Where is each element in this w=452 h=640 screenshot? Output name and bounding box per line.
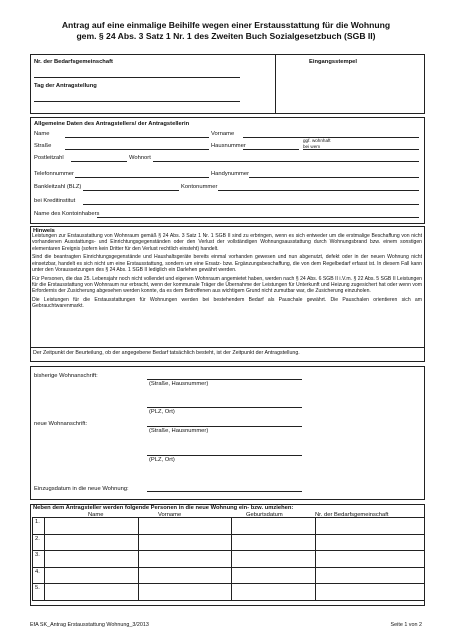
einzugsdatum-field[interactable] <box>147 491 302 492</box>
vorname-cell[interactable] <box>138 584 232 601</box>
table-row <box>33 567 425 584</box>
bisherige-plz-field[interactable] <box>147 407 302 408</box>
bisherige-strasse-hint: (Straße, Hausnummer) <box>149 381 209 387</box>
blz-field[interactable] <box>83 190 179 191</box>
row-number: 3. <box>33 551 45 568</box>
wohnhaft-field[interactable] <box>303 149 419 150</box>
address-box <box>30 366 425 500</box>
name-field[interactable] <box>65 137 209 138</box>
general-data-heading: Allgemeine Daten des Antragstellers/ der Antragstellerin <box>34 121 190 127</box>
form-title-line-1: Antrag auf eine einmalige Beihilfe wegen einer Erstausstattung für die Wohnung <box>61 20 391 30</box>
vorname-field[interactable] <box>243 137 419 138</box>
neue-wohnanschrift-label: neue Wohnanschrift: <box>34 421 88 427</box>
geburtsdatum-cell[interactable] <box>232 534 316 551</box>
neue-plz-field[interactable] <box>147 455 302 456</box>
postleitzahl-label: Postleitzahl <box>34 155 64 161</box>
name-label: Name <box>34 131 50 137</box>
bg-cell[interactable] <box>316 584 425 601</box>
hint-paragraph-1: Leistungen zur Erstausstattung von Wohnraum gemäß § 24 Abs. 3 Satz 1 Nr. 1 SGB II sind zu erbringen, wenn es sich entweder um die erstmalige Beschaffung von nicht vorhandenen Ausstattungs- und Einrichtungsgegenständen oder den Verlust der vollständigen Wohnungsausstattung durch Wohnungsbrand bzw. einem sonstigen elementaren Ereignis (sofern kein Dritter für den Verlust rechtlich einsteht) handelt. <box>32 233 422 252</box>
kreditinstitut-field[interactable] <box>83 204 419 205</box>
row-number: 2. <box>33 534 45 551</box>
table-row <box>33 584 425 601</box>
name-cell[interactable] <box>44 518 138 535</box>
hint-paragraph-2: Sind die beantragten Einrichtungsgegenstände und Haushaltsgeräte bereits einmal vorhanden gewesen und nun abgenutzt, defekt oder in der neuen Wohnung nicht einsetzbar, handelt es sich nicht um eine Erstausstattung, sondern um eine Ersatz- bzw. Ergänzungsbeschaffung, die von dem Regelbedarf erfasst ist. In diesem Fall kann unter den Voraussetzungen des § 24 Abs. 1 SGB II lediglich ein Darlehen gewährt werden. <box>32 254 422 273</box>
eingangsstempel-label: Eingangsstempel <box>309 59 357 65</box>
hausnummer-label: Hausnummer <box>211 143 246 149</box>
neue-plz-hint: (PLZ, Ort) <box>149 457 175 463</box>
vorname-cell[interactable] <box>138 567 232 584</box>
row-number: 1. <box>33 518 45 535</box>
blz-label: Bankleitzahl (BLZ) <box>34 184 82 190</box>
strasse-field[interactable] <box>65 149 209 150</box>
konto-field[interactable] <box>218 190 419 191</box>
antragstellung-field[interactable] <box>34 101 240 102</box>
telefon-field[interactable] <box>75 177 209 178</box>
vorname-cell[interactable] <box>138 534 232 551</box>
vorname-label: Vorname <box>211 131 235 137</box>
bg-cell[interactable] <box>316 534 425 551</box>
table-row <box>33 551 425 568</box>
bedarfsgemeinschaft-field[interactable] <box>34 77 240 78</box>
hint-text <box>32 233 422 312</box>
hint-divider <box>30 347 425 348</box>
geburtsdatum-cell[interactable] <box>232 518 316 535</box>
bedarfsgemeinschaft-label: Nr. der Bedarfsgemeinschaft <box>34 59 113 65</box>
wohnort-label: Wohnort <box>129 155 151 161</box>
col-bg-header: Nr. der Bedarfsgemeinschaft <box>315 512 389 518</box>
vorname-cell[interactable] <box>138 551 232 568</box>
antragstellung-label: Tag der Antragstellung <box>34 83 97 89</box>
handy-field[interactable] <box>249 177 419 178</box>
wohnort-field[interactable] <box>153 161 419 162</box>
hint-paragraph-5: Der Zeitpunkt der Beurteilung, ob der angegebene Bedarf tatsächlich besteht, ist der Zeitpunkt der Antragstellung. <box>33 350 300 356</box>
neue-strasse-hint: (Straße, Hausnummer) <box>149 428 209 434</box>
hint-paragraph-3: Für Personen, die das 25. Lebensjahr noch nicht vollendet und eigenen Wohnraum angemietet haben, werden nach § 24 Abs. 6 SGB II i.V.m. § 22 Abs. 5 SGB II Leistungen für die Erstausstattung von Wohnraum nur erbracht, wenn der kommunale Träger die Übernahme der Leistungen für Unterkunft und Heizung zugesichert hat oder wenn vom Erfordernis der Zusicherung abgesehen werden konnte, da es dem Betroffenen aus wichtigem Grund nicht zumutbar war, die Zusicherung einzuholen. <box>32 275 422 295</box>
persons-table <box>32 517 425 601</box>
persons-heading: Neben dem Antragsteller werden folgende Personen in die neue Wohnung ein- bzw. umziehen: <box>33 505 294 511</box>
handy-label: Handynummer <box>211 171 250 177</box>
bisherige-strasse-field[interactable] <box>147 379 302 380</box>
name-cell[interactable] <box>44 567 138 584</box>
row-number: 4. <box>33 567 45 584</box>
footer-left: EfA SK_Antrag Erstausstattung Wohnung_3/2013 <box>30 622 149 628</box>
col-geburtsdatum-header: Geburtsdatum <box>246 512 283 518</box>
col-name-header: Name <box>88 512 104 518</box>
wohnhaft-label-1: ggf. wohnhaft <box>303 138 331 143</box>
name-cell[interactable] <box>44 584 138 601</box>
name-cell[interactable] <box>44 534 138 551</box>
form-title-line-2: gem. § 24 Abs. 3 Satz 1 Nr. 1 des Zweiten Buch Sozialgesetzbuch (SGB II) <box>76 31 376 41</box>
geburtsdatum-cell[interactable] <box>232 584 316 601</box>
telefon-label: Telefonnummer <box>34 171 74 177</box>
general-data-box <box>30 117 425 224</box>
row-number: 5. <box>33 584 45 601</box>
col-vorname-header: Vorname <box>158 512 182 518</box>
table-row <box>33 534 425 551</box>
bisherige-wohnanschrift-label: bisherige Wohnanschrift: <box>34 373 98 379</box>
bg-cell[interactable] <box>316 518 425 535</box>
geburtsdatum-cell[interactable] <box>232 551 316 568</box>
geburtsdatum-cell[interactable] <box>232 567 316 584</box>
strasse-label: Straße <box>34 143 52 149</box>
name-cell[interactable] <box>44 551 138 568</box>
table-row <box>33 518 425 535</box>
bg-cell[interactable] <box>316 567 425 584</box>
vorname-cell[interactable] <box>138 518 232 535</box>
hint-heading: Hinweis <box>33 228 55 234</box>
einzugsdatum-label: Einzugsdatum in die neue Wohnung: <box>34 486 129 492</box>
wohnhaft-label-2: bei wem <box>303 144 321 149</box>
footer-page-number: Seite 1 von 2 <box>390 622 422 628</box>
hausnummer-field[interactable] <box>243 149 299 150</box>
kreditinstitut-label: bei Kreditinstitut <box>34 198 76 204</box>
neue-strasse-field[interactable] <box>147 426 302 427</box>
bg-cell[interactable] <box>316 551 425 568</box>
hint-paragraph-4: Die Leistungen für die Erstausstattungen für Wohnungen werden bei bestehendem Bedarf als Pauschale gewährt. Die Pauschalen orientieren sich am Gebrauchtwarenmarkt. <box>32 297 422 310</box>
kontoinhaber-label: Name des Kontoinhabers <box>34 211 100 217</box>
header-box <box>30 54 425 114</box>
konto-label: Kontonummer <box>181 184 218 190</box>
header-divider <box>275 55 276 114</box>
postleitzahl-field[interactable] <box>71 161 127 162</box>
bisherige-plz-hint: (PLZ, Ort) <box>149 409 175 415</box>
kontoinhaber-field[interactable] <box>97 217 419 218</box>
